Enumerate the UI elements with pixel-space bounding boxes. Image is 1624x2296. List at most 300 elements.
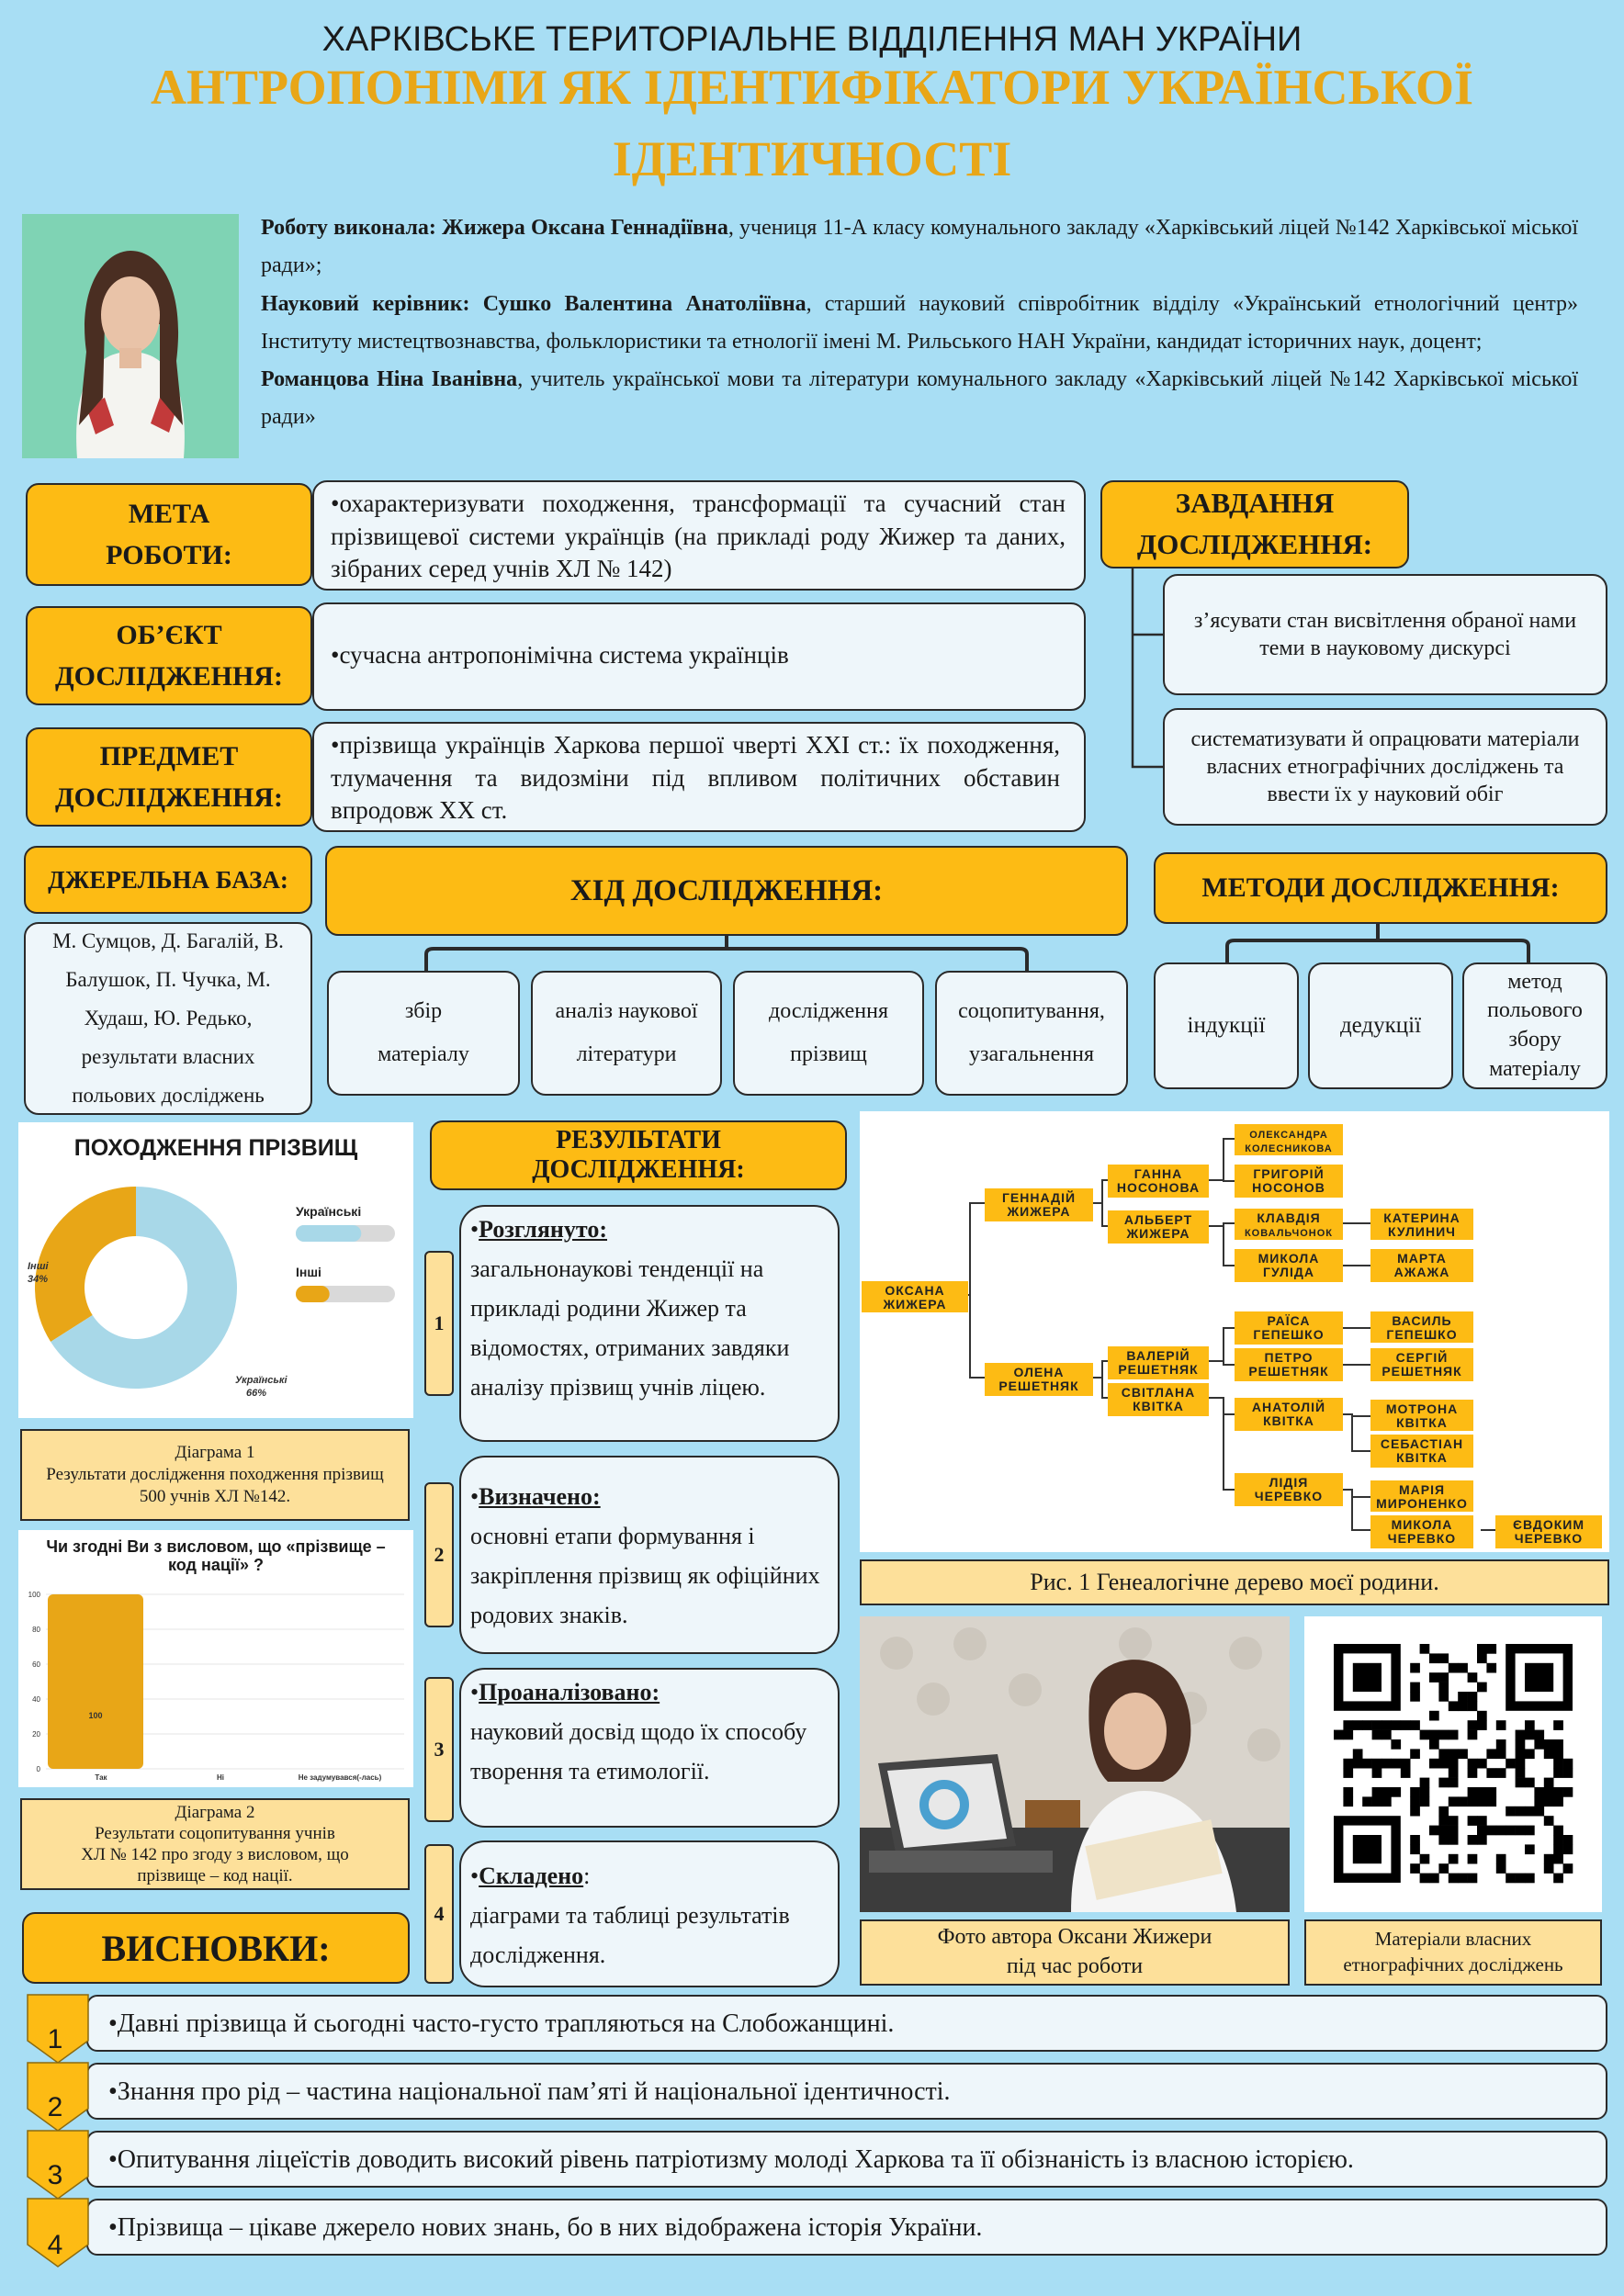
- qr-module: [1516, 1749, 1526, 1759]
- qr-module: [1553, 1787, 1563, 1797]
- diagram1-caption: Діаграма 1 Результати дослідження походження прізвищ 500 учнів ХЛ №142.: [20, 1429, 410, 1521]
- qr-module: [1410, 1749, 1420, 1759]
- qr-module: [1353, 1759, 1363, 1769]
- qr-module: [1544, 1778, 1554, 1788]
- tree-node-mykola_g: [1235, 1249, 1343, 1282]
- qr-module: [1516, 1759, 1526, 1769]
- qr-module: [1382, 1759, 1392, 1769]
- qr-module: [1553, 1796, 1563, 1806]
- svg-text:ПЕТРО: ПЕТРО: [1264, 1350, 1314, 1365]
- qr-module: [1525, 1806, 1535, 1817]
- qr-module: [1486, 1787, 1496, 1797]
- qr-module: [1468, 1759, 1478, 1769]
- svg-text:НОСОНОВ: НОСОНОВ: [1252, 1180, 1325, 1195]
- qr-caption: Матеріали власних етнографічних досліджень: [1304, 1919, 1602, 1986]
- qr-module: [1486, 1796, 1496, 1806]
- qr-module: [1496, 1854, 1506, 1864]
- conclusions-label: ВИСНОВКИ:: [22, 1912, 410, 1984]
- qr-module: [1420, 1730, 1430, 1740]
- svg-text:МИКОЛА: МИКОЛА: [1257, 1251, 1320, 1266]
- qr-module: [1563, 1759, 1573, 1769]
- conclusion-item-3: •Опитування ліцеїстів доводить високий рівень патріотизму молоді Харкова та її обізнаність із власною історією.: [86, 2131, 1607, 2188]
- x-tick-label: Не задумувався(-лась): [298, 1773, 382, 1782]
- qr-module: [1468, 1854, 1478, 1864]
- conclusion-item-2: •Знання про рід – частина національної пам’яті й національної ідентичності.: [86, 2063, 1607, 2120]
- qr-module: [1449, 1854, 1459, 1864]
- qr-module: [1544, 1863, 1554, 1874]
- svg-text:ЖИЖЕРА: ЖИЖЕРА: [1126, 1226, 1190, 1241]
- qr-module: [1468, 1874, 1478, 1884]
- svg-text:РЕШЕТНЯК: РЕШЕТНЯК: [1382, 1364, 1462, 1379]
- qr-module: [1468, 1796, 1478, 1806]
- pie-label-other: Інші: [28, 1261, 49, 1272]
- qr-module: [1343, 1787, 1353, 1797]
- svg-text:СВІТЛАНА: СВІТЛАНА: [1121, 1385, 1196, 1400]
- qr-module: [1449, 1663, 1459, 1673]
- qr-module: [1372, 1759, 1382, 1769]
- qr-module: [1449, 1778, 1459, 1788]
- qr-module: [1563, 1863, 1573, 1874]
- qr-module: [1468, 1701, 1478, 1711]
- qr-module: [1410, 1796, 1420, 1806]
- qr-module: [1496, 1863, 1506, 1874]
- svg-text:РАЇСА: РАЇСА: [1267, 1313, 1311, 1328]
- qr-module: [1382, 1796, 1392, 1806]
- qr-module: [1449, 1730, 1459, 1740]
- qr-module: [1563, 1835, 1573, 1845]
- qr-module: [1544, 1749, 1554, 1759]
- qr-module: [1449, 1874, 1459, 1884]
- tree-node-sergii: [1370, 1348, 1473, 1381]
- qr-module: [1486, 1663, 1496, 1673]
- qr-module: [1468, 1835, 1478, 1845]
- qr-module: [1429, 1759, 1439, 1769]
- qr-module: [1496, 1749, 1506, 1759]
- qr-module: [1429, 1826, 1439, 1836]
- method-induction: індукції: [1154, 962, 1299, 1089]
- qr-module: [1372, 1768, 1382, 1778]
- qr-module: [1449, 1816, 1459, 1826]
- qr-module: [1391, 1759, 1401, 1769]
- qr-module: [1362, 1796, 1372, 1806]
- svg-text:КУЛИНИЧ: КУЛИНИЧ: [1388, 1224, 1456, 1239]
- origin-chart: [18, 1122, 413, 1418]
- qr-module: [1458, 1701, 1468, 1711]
- qr-module: [1401, 1720, 1411, 1730]
- qr-module: [1516, 1739, 1526, 1750]
- author-portrait: [22, 214, 239, 458]
- qr-module: [1563, 1768, 1573, 1778]
- qr-module: [1553, 1854, 1563, 1864]
- method-field: метод польового збору матеріалу: [1462, 962, 1607, 1089]
- svg-text:ГУЛІДА: ГУЛІДА: [1263, 1265, 1314, 1279]
- qr-module: [1468, 1730, 1478, 1740]
- tree-node-yevdokym: [1495, 1515, 1602, 1548]
- svg-text:ГЕПЕШКО: ГЕПЕШКО: [1253, 1327, 1325, 1342]
- qr-module: [1438, 1835, 1449, 1845]
- svg-text:АЖАЖА: АЖАЖА: [1393, 1265, 1450, 1279]
- qr-module: [1516, 1806, 1526, 1817]
- teacher-line: Романцова Ніна Іванівна, учитель української мови та літератури комунального закладу «Харківський ліцей №142 Харківської міської ради»: [261, 367, 1579, 430]
- qr-module: [1506, 1874, 1516, 1884]
- svg-text:РЕШЕТНЯК: РЕШЕТНЯК: [1118, 1362, 1199, 1377]
- qr-module: [1544, 1787, 1554, 1797]
- qr-module: [1438, 1816, 1449, 1826]
- qr-module: [1534, 1787, 1544, 1797]
- svg-text:ЧЕРЕВКО: ЧЕРЕВКО: [1514, 1531, 1584, 1546]
- svg-text:МИРОНЕНКО: МИРОНЕНКО: [1376, 1496, 1468, 1511]
- qr-module: [1468, 1672, 1478, 1683]
- qr-module: [1334, 1730, 1344, 1740]
- qr-module: [1343, 1730, 1353, 1740]
- tree-node-marta: [1370, 1249, 1473, 1282]
- conclusion-item-4: •Прізвища – цікаве джерело нових знань, бо в них відображена історія України.: [86, 2199, 1607, 2256]
- qr-module: [1506, 1826, 1516, 1836]
- qr-module: [1477, 1683, 1487, 1693]
- qr-module: [1343, 1768, 1353, 1778]
- qr-module: [1516, 1768, 1526, 1778]
- svg-text:ГАННА: ГАННА: [1133, 1166, 1183, 1181]
- subject-label: ПРЕДМЕТ ДОСЛІДЖЕННЯ:: [26, 727, 312, 827]
- qr-module: [1525, 1720, 1535, 1730]
- svg-text:МАРІЯ: МАРІЯ: [1398, 1482, 1446, 1497]
- qr-module: [1429, 1739, 1439, 1750]
- qr-module: [1563, 1787, 1573, 1797]
- results-item-4: •Складено: діаграми та таблиці результатів дослідження.: [459, 1840, 840, 1987]
- qr-module: [1449, 1749, 1459, 1759]
- qr-module: [1449, 1759, 1459, 1769]
- qr-module: [1553, 1835, 1563, 1845]
- poster-title-line1: АНТРОПОНІМИ ЯК ІДЕНТИФІКАТОРИ УКРАЇНСЬКОЇ: [150, 60, 1474, 115]
- tree-node-motrona: [1370, 1400, 1473, 1431]
- qr-module: [1468, 1768, 1478, 1778]
- object-text: •сучасна антропонімічна система українців: [312, 602, 1086, 711]
- qr-module: [1477, 1835, 1487, 1845]
- origin-pie: [18, 1159, 413, 1418]
- qr-module: [1534, 1730, 1544, 1740]
- tree-node-anatolii: [1235, 1398, 1343, 1431]
- tree-node-albert: [1108, 1210, 1209, 1244]
- qr-module: [1544, 1796, 1554, 1806]
- qr-module: [1343, 1759, 1353, 1769]
- qr-module: [1401, 1759, 1411, 1769]
- qr-module: [1343, 1796, 1353, 1806]
- qr-module: [1449, 1796, 1459, 1806]
- qr-module: [1438, 1759, 1449, 1769]
- qr-module: [1382, 1720, 1392, 1730]
- svg-text:ЖИЖЕРА: ЖИЖЕРА: [883, 1297, 947, 1311]
- qr-module: [1525, 1826, 1535, 1836]
- svg-text:КОВАЛЬЧОНОК: КОВАЛЬЧОНОК: [1244, 1228, 1334, 1239]
- legend-fill-1: [296, 1286, 330, 1302]
- qr-module: [1410, 1787, 1420, 1797]
- svg-text:ОЛЕКСАНДРА: ОЛЕКСАНДРА: [1249, 1130, 1328, 1141]
- svg-text:ЖИЖЕРА: ЖИЖЕРА: [1007, 1204, 1071, 1219]
- photo-caption: Фото автора Оксани Жижери під час роботи: [860, 1919, 1290, 1986]
- qr-module: [1449, 1701, 1459, 1711]
- qr-module: [1458, 1749, 1468, 1759]
- svg-text:МОТРОНА: МОТРОНА: [1385, 1401, 1459, 1416]
- svg-text:КВІТКА: КВІТКА: [1396, 1450, 1448, 1465]
- qr-module: [1544, 1854, 1554, 1864]
- qr-module: [1391, 1787, 1401, 1797]
- qr-module: [1438, 1683, 1449, 1693]
- tree-node-raisa: [1235, 1311, 1343, 1345]
- task-item-1: з’ясувати стан висвітлення обраної нами теми в науковому дискурсі: [1163, 574, 1607, 695]
- object-label: ОБ’ЄКТ ДОСЛІДЖЕННЯ:: [26, 606, 312, 705]
- subject-text: •прізвища українців Харкова першої чверті ХХІ ст.: їх походження, тлумачення та видозміни під впливом політичних обставин впродовж ХХ ст.: [312, 722, 1086, 832]
- sources-label: ДЖЕРЕЛЬНА БАЗА:: [24, 846, 312, 914]
- qr-module: [1534, 1796, 1544, 1806]
- qr-module: [1516, 1730, 1526, 1740]
- results-item-1: •Розглянуто: загальнонаукові тенденції на прикладі родини Жижер та відомостях, отриманих завдяки аналізу прізвищ учнів ліцею.: [459, 1205, 840, 1442]
- results-num-2: 2: [424, 1482, 454, 1627]
- tree-node-mariia: [1370, 1480, 1473, 1512]
- svg-text:ЄВДОКИМ: ЄВДОКИМ: [1512, 1517, 1585, 1532]
- y-tick-label: 60: [32, 1660, 40, 1669]
- conclusion-num-2: 2: [47, 2092, 63, 2122]
- svg-text:КВІТКА: КВІТКА: [1396, 1415, 1448, 1430]
- qr-module: [1420, 1874, 1430, 1884]
- qr-module: [1525, 1844, 1535, 1854]
- tree-node-klavdiia: [1235, 1209, 1343, 1240]
- qr-module: [1343, 1720, 1353, 1730]
- qr-module: [1401, 1768, 1411, 1778]
- tree-node-gennadii: [985, 1188, 1093, 1221]
- process-connector: [325, 936, 1128, 973]
- svg-text:КОЛЕСНИКОВА: КОЛЕСНИКОВА: [1245, 1143, 1333, 1154]
- qr-module: [1458, 1663, 1468, 1673]
- tree-node-grygorii: [1235, 1165, 1343, 1198]
- qr-module: [1449, 1835, 1459, 1845]
- qr-module: [1438, 1672, 1449, 1683]
- author-at-work-photo: [860, 1616, 1290, 1912]
- qr-module: [1477, 1720, 1487, 1730]
- conclusion-chevrons: [24, 1993, 92, 2296]
- results-item-2: •Визначено: основні етапи формування і закріплення прізвищ як офіційних родових знаків.: [459, 1456, 840, 1654]
- conclusion-item-1: •Давні прізвища й сьогодні часто-густо трапляються на Слобожанщині.: [86, 1995, 1607, 2052]
- process-step-4: соцопитування, узагальнення: [935, 971, 1128, 1096]
- qr-module: [1468, 1787, 1478, 1797]
- qr-module: [1372, 1730, 1382, 1740]
- conclusion-num-4: 4: [47, 2230, 63, 2260]
- qr-module: [1410, 1720, 1420, 1730]
- svg-text:НОСОНОВА: НОСОНОВА: [1116, 1180, 1201, 1195]
- tasks-label: ЗАВДАННЯ ДОСЛІДЖЕННЯ:: [1100, 480, 1409, 568]
- task-item-2: систематизувати й опрацювати матеріали власних етнографічних досліджень та ввести їх у науковий обіг: [1163, 708, 1607, 826]
- poster-title-line2: ІДЕНТИЧНОСТІ: [612, 131, 1012, 186]
- origin-chart-title: ПОХОДЖЕННЯ ПРІЗВИЩ: [73, 1134, 358, 1161]
- pie-value-ukrainian: 66%: [246, 1388, 267, 1399]
- process-step-2: аналіз наукової літератури: [531, 971, 722, 1096]
- qr-module: [1438, 1730, 1449, 1740]
- pie-label-ukrainian: Українські: [235, 1375, 288, 1386]
- qr-module: [1438, 1692, 1449, 1702]
- svg-text:ГЕПЕШКО: ГЕПЕШКО: [1386, 1327, 1458, 1342]
- tree-node-svitlana: [1108, 1383, 1209, 1416]
- qr-module: [1458, 1874, 1468, 1884]
- tree-node-vasyl: [1370, 1311, 1473, 1343]
- qr-module: [1458, 1796, 1468, 1806]
- tree-node-sebastian: [1370, 1435, 1473, 1468]
- process-step-1: збір матеріалу: [327, 971, 520, 1096]
- qr-module: [1438, 1749, 1449, 1759]
- results-num-3: 3: [424, 1677, 454, 1822]
- qr-module: [1410, 1806, 1420, 1817]
- process-step-3: дослідження прізвищ: [733, 971, 924, 1096]
- svg-text:МИКОЛА: МИКОЛА: [1391, 1517, 1453, 1532]
- qr-module: [1468, 1692, 1478, 1702]
- qr-module: [1372, 1787, 1382, 1797]
- qr-module: [1553, 1826, 1563, 1836]
- qr-module: [1516, 1778, 1526, 1788]
- results-num-4: 4: [424, 1844, 454, 1984]
- svg-text:РЕШЕТНЯК: РЕШЕТНЯК: [1248, 1364, 1329, 1379]
- supervisor-line: Науковий керівник: Сушко Валентина Анатоліївна, старший науковий співробітник відділу «Український етнологічний центр» Інституту мистецтвознавства, фольклористики та етнології імені М. Рильського НАН України, кандидат історичних наук, доцент;: [261, 291, 1578, 354]
- qr-module: [1553, 1844, 1563, 1854]
- qr-module: [1496, 1739, 1506, 1750]
- pie-value-other: 34%: [28, 1274, 49, 1285]
- qr-module: [1410, 1683, 1420, 1693]
- tree-node-olena: [985, 1363, 1093, 1396]
- authors-block: [261, 209, 1578, 437]
- qr-module: [1410, 1692, 1420, 1702]
- qr-module: [1553, 1768, 1563, 1778]
- qr-module: [1438, 1806, 1449, 1817]
- qr-module: [1477, 1759, 1487, 1769]
- tasks-connector: [1125, 568, 1167, 771]
- qr-module: [1534, 1739, 1544, 1750]
- qr-module: [1525, 1874, 1535, 1884]
- tree-node-valerii: [1108, 1346, 1209, 1379]
- qr-module: [1553, 1874, 1563, 1884]
- qr-module: [1420, 1796, 1430, 1806]
- y-tick-label: 80: [32, 1626, 40, 1634]
- legend-label-1: Інші: [296, 1265, 321, 1279]
- x-tick-label: Так: [95, 1773, 107, 1782]
- qr-module: [1477, 1826, 1487, 1836]
- qr-code: [1304, 1616, 1602, 1912]
- svg-text:ЧЕРЕВКО: ЧЕРЕВКО: [1254, 1489, 1324, 1503]
- svg-text:РЕШЕТНЯК: РЕШЕТНЯК: [998, 1379, 1079, 1393]
- qr-module: [1553, 1739, 1563, 1750]
- process-label: ХІД ДОСЛІДЖЕННЯ:: [325, 846, 1128, 936]
- tree-node-root: [862, 1281, 968, 1312]
- svg-text:ОЛЕНА: ОЛЕНА: [1013, 1365, 1065, 1379]
- qr-module: [1468, 1720, 1478, 1730]
- survey-bars: [18, 1576, 413, 1787]
- qr-module: [1410, 1863, 1420, 1874]
- qr-module: [1516, 1874, 1526, 1884]
- qr-module: [1410, 1835, 1420, 1845]
- diagram2-caption: Діаграма 2 Результати соцопитування учнів ХЛ № 142 про згоду з висловом, що прізвище – код нації.: [20, 1798, 410, 1890]
- y-tick-label: 0: [36, 1765, 40, 1773]
- qr-module: [1382, 1730, 1392, 1740]
- qr-module: [1362, 1720, 1372, 1730]
- survey-chart-title: Чи згодні Ви з висловом, що «прізвище – код нації» ?: [46, 1537, 386, 1574]
- conclusion-num-3: 3: [47, 2160, 63, 2190]
- qr-module: [1382, 1787, 1392, 1797]
- qr-module: [1486, 1768, 1496, 1778]
- svg-text:СЕРГІЙ: СЕРГІЙ: [1395, 1350, 1449, 1365]
- svg-text:ЧЕРЕВКО: ЧЕРЕВКО: [1387, 1531, 1457, 1546]
- survey-chart: [18, 1530, 413, 1787]
- qr-module: [1353, 1720, 1363, 1730]
- results-item-3: •Проаналізовано: науковий досвід щодо їх способу творення та етимології.: [459, 1668, 840, 1828]
- tree-node-lidiia: [1235, 1473, 1343, 1506]
- bar-data-label: 100: [88, 1711, 103, 1720]
- qr-module: [1429, 1874, 1439, 1884]
- method-deduction: дедукції: [1308, 962, 1453, 1089]
- qr-module: [1486, 1749, 1496, 1759]
- pie-slice-other: [35, 1187, 136, 1342]
- y-tick-label: 40: [32, 1695, 40, 1704]
- qr-module: [1525, 1749, 1535, 1759]
- qr-module: [1449, 1768, 1459, 1778]
- qr-module: [1477, 1816, 1487, 1826]
- qr-module: [1486, 1826, 1496, 1836]
- qr-module: [1496, 1720, 1506, 1730]
- tree-node-oleksandra: [1235, 1124, 1343, 1155]
- qr-module: [1516, 1826, 1526, 1836]
- goal-label: МЕТА РОБОТИ:: [26, 483, 312, 586]
- qr-module: [1458, 1692, 1468, 1702]
- qr-module: [1553, 1759, 1563, 1769]
- svg-text:ЛІДІЯ: ЛІДІЯ: [1269, 1475, 1309, 1490]
- qr-module: [1534, 1806, 1544, 1817]
- goal-text: •охарактеризувати походження, трансформації та сучасний стан прізвищевої системи українців (на прикладі роду Жижер та даних, зібраних серед учнів ХЛ № 142): [312, 480, 1086, 591]
- bar-0: [48, 1594, 143, 1769]
- qr-module: [1429, 1711, 1439, 1721]
- qr-module: [1486, 1644, 1496, 1654]
- qr-module: [1449, 1826, 1459, 1836]
- qr-module: [1544, 1816, 1554, 1826]
- qr-module: [1477, 1787, 1487, 1797]
- qr-module: [1410, 1844, 1420, 1854]
- qr-module: [1438, 1863, 1449, 1874]
- svg-text:ГРИГОРІЙ: ГРИГОРІЙ: [1253, 1166, 1325, 1181]
- svg-text:ОКСАНА: ОКСАНА: [885, 1283, 945, 1298]
- tree-node-petro: [1235, 1348, 1343, 1381]
- qr-module: [1563, 1844, 1573, 1854]
- qr-module: [1391, 1720, 1401, 1730]
- qr-module: [1438, 1826, 1449, 1836]
- qr-module: [1525, 1730, 1535, 1740]
- y-tick-label: 100: [28, 1591, 40, 1599]
- qr-module: [1525, 1778, 1535, 1788]
- qr-module: [1372, 1720, 1382, 1730]
- svg-text:АНАТОЛІЙ: АНАТОЛІЙ: [1251, 1400, 1326, 1414]
- svg-text:ВАЛЕРІЙ: ВАЛЕРІЙ: [1126, 1348, 1190, 1363]
- qr-module: [1553, 1720, 1563, 1730]
- svg-text:МАРТА: МАРТА: [1397, 1251, 1447, 1266]
- qr-module: [1468, 1816, 1478, 1826]
- results-num-1: 1: [424, 1251, 454, 1396]
- qr-module: [1410, 1663, 1420, 1673]
- svg-text:АЛЬБЕРТ: АЛЬБЕРТ: [1123, 1212, 1193, 1227]
- x-tick-label: Ні: [217, 1773, 224, 1782]
- qr-module: [1496, 1768, 1506, 1778]
- qr-module: [1506, 1759, 1516, 1769]
- legend-fill-0: [296, 1225, 361, 1242]
- qr-module: [1438, 1778, 1449, 1788]
- qr-module: [1391, 1739, 1401, 1750]
- methods-connector: [1154, 924, 1607, 964]
- svg-text:КВІТКА: КВІТКА: [1133, 1399, 1184, 1413]
- qr-module: [1477, 1796, 1487, 1806]
- qr-module: [1429, 1672, 1439, 1683]
- tree-caption: Рис. 1 Генеалогічне дерево моєї родини.: [860, 1559, 1609, 1605]
